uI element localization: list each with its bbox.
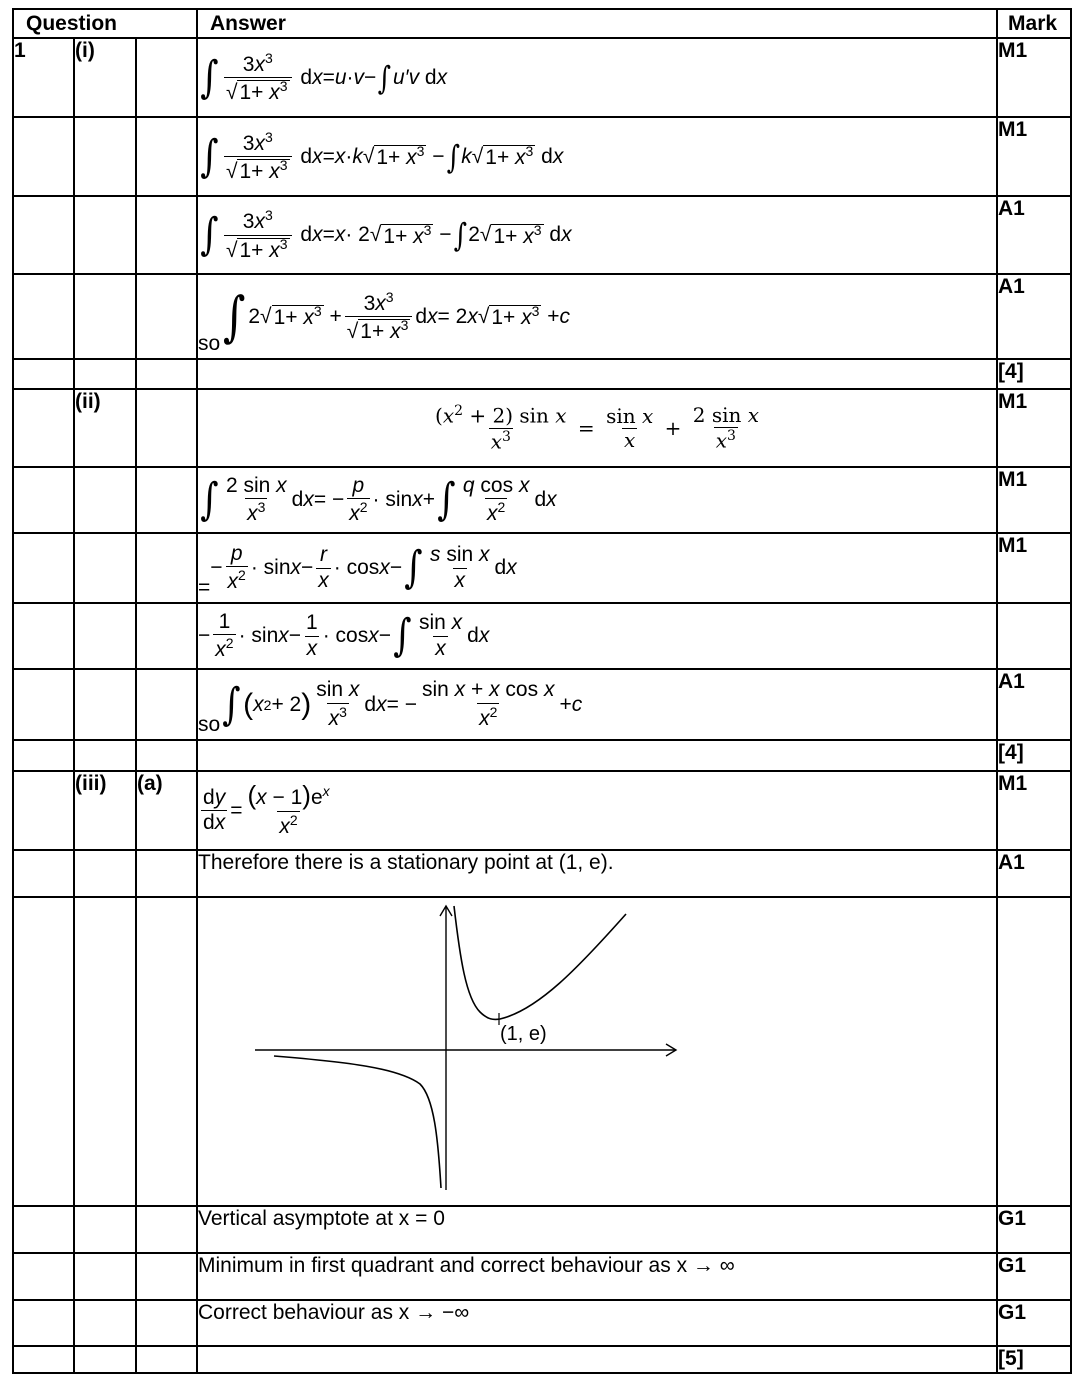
answer-cell	[197, 389, 997, 467]
mark: M1	[997, 117, 1071, 196]
table-row	[13, 1346, 1071, 1373]
answer-cell	[197, 603, 997, 669]
part-label: (i)	[74, 38, 136, 117]
answer-cell	[197, 274, 997, 359]
table-row	[13, 1300, 1071, 1346]
table-row	[13, 467, 1071, 533]
mark: A1	[997, 669, 1071, 740]
header-row	[13, 9, 1071, 38]
table-row	[13, 669, 1071, 740]
table-row	[13, 38, 1071, 117]
answer-cell	[197, 196, 997, 274]
mark: M1	[997, 533, 1071, 603]
math-split-fraction: $\frac{(x^2 + 2) \sin x}{x^3}$ = $\frac{\text{sin x}}{x}$ + $\frac{\text{2 sin x}}{x^3}$	[435, 402, 759, 454]
table-row	[13, 740, 1071, 771]
table-row	[13, 274, 1071, 359]
header-answer: Answer	[197, 9, 997, 38]
answer-cell	[197, 669, 997, 740]
answer-cell	[197, 38, 997, 117]
mark: G1	[997, 1206, 1071, 1253]
mark-scheme-table	[12, 8, 1072, 1374]
sub-part-label: (a)	[136, 771, 197, 850]
math-derivative: $\frac{dy}{dx}$ = $\frac{(x - 1)e^x}{x^2}$	[203, 780, 330, 839]
math-result-ii: so ∫ ( x 2 + 2 ) $\frac{\text{sin x}}{x^3}$ d x = − $\frac{\text{sin x + x cos x}}{x^2}$ + c	[198, 670, 996, 739]
question-number: 1	[13, 38, 74, 117]
so-label: so	[198, 713, 221, 736]
mark: A1	[997, 196, 1071, 274]
math-parts-rs: = − $\frac{p}{x^2}$ · sin x − $\frac{r}{x}$ · cos x − ∫ $\frac{\text{s sin x}}{x}$ d x	[198, 534, 996, 602]
table-row	[13, 1253, 1071, 1300]
math-step-2: ∫ $\frac{3x^3}{√1+ x^3}$ d x = x · 2√ $1+ x^3$ − ∫ 2√ $1+ x^3$ d x	[200, 207, 572, 262]
mark: M1	[997, 38, 1071, 117]
answer-cell	[197, 771, 997, 850]
so-label: so	[198, 332, 221, 355]
mark: A1	[997, 850, 1071, 897]
table-row	[13, 1206, 1071, 1253]
answer-cell	[197, 117, 997, 196]
table-row	[13, 359, 1071, 389]
equals-prefix: =	[198, 576, 211, 599]
table-row	[13, 771, 1071, 850]
mark: M1	[997, 389, 1071, 467]
mark: A1	[997, 274, 1071, 359]
sketch-graph	[198, 898, 996, 1199]
stationary-point-text: Therefore there is a stationary point at (1, e).	[197, 850, 997, 897]
math-step-k: ∫ $\frac{3x^3}{√1+ x^3}$ d x = x · k √ $1+ x^3$ − ∫ k √ $1+ x^3$ d x	[200, 128, 564, 183]
math-parts-values: − $\frac{1}{x^2}$ · sin x − $\frac{1}{x}$ · cos x − ∫ $\frac{\text{sin x}}{x}$ d x	[198, 609, 490, 661]
table-row	[13, 533, 1071, 603]
minimum-behaviour-text: Minimum in first quadrant and correct behaviour as x → ∞	[197, 1253, 997, 1300]
part-label: (ii)	[74, 389, 136, 467]
vertical-asymptote-text: Vertical asymptote at x = 0	[197, 1206, 997, 1253]
total-mark: [4]	[997, 359, 1071, 389]
total-mark: [5]	[997, 1346, 1071, 1373]
table-row	[13, 897, 1071, 1206]
table-row	[13, 603, 1071, 669]
answer-cell	[197, 533, 997, 603]
math-parts-pq: ∫ $\frac{\text{2 sin x}}{x^3}$ d x = − $\frac{p}{x^2}$ · sin x + ∫ $\frac{\text{q cos x}}{x^2}$ d x	[200, 473, 557, 525]
mark: G1	[997, 1253, 1071, 1300]
curve-negative-branch	[274, 1056, 441, 1188]
total-mark: [4]	[997, 740, 1071, 771]
header-mark: Mark	[997, 9, 1071, 38]
mark: M1	[997, 467, 1071, 533]
table-row	[13, 117, 1071, 196]
table-row	[13, 389, 1071, 467]
mark: G1	[997, 1300, 1071, 1346]
answer-cell	[197, 467, 997, 533]
math-result-i: so ∫ 2√ $1+ x^3$ + $\frac{3x^3}{√1+ x^3}$ d x = 2 x √ $1+ x^3$ + c	[198, 275, 996, 358]
part-label: (iii)	[74, 771, 136, 850]
graph-cell	[197, 897, 997, 1206]
curve-positive-branch	[454, 906, 626, 1019]
table-row	[13, 196, 1071, 274]
mark: M1	[997, 771, 1071, 850]
header-question: Question	[13, 9, 197, 38]
negative-infinity-text: Correct behaviour as x → −∞	[197, 1300, 997, 1346]
table-row	[13, 850, 1071, 897]
mark	[997, 603, 1071, 669]
math-integration-by-parts: ∫ $\frac{3x^3}{√1+ x^3}$ d x = u · v − ∫ u′v d x	[200, 49, 448, 104]
point-label: (1, e)	[500, 1023, 547, 1045]
